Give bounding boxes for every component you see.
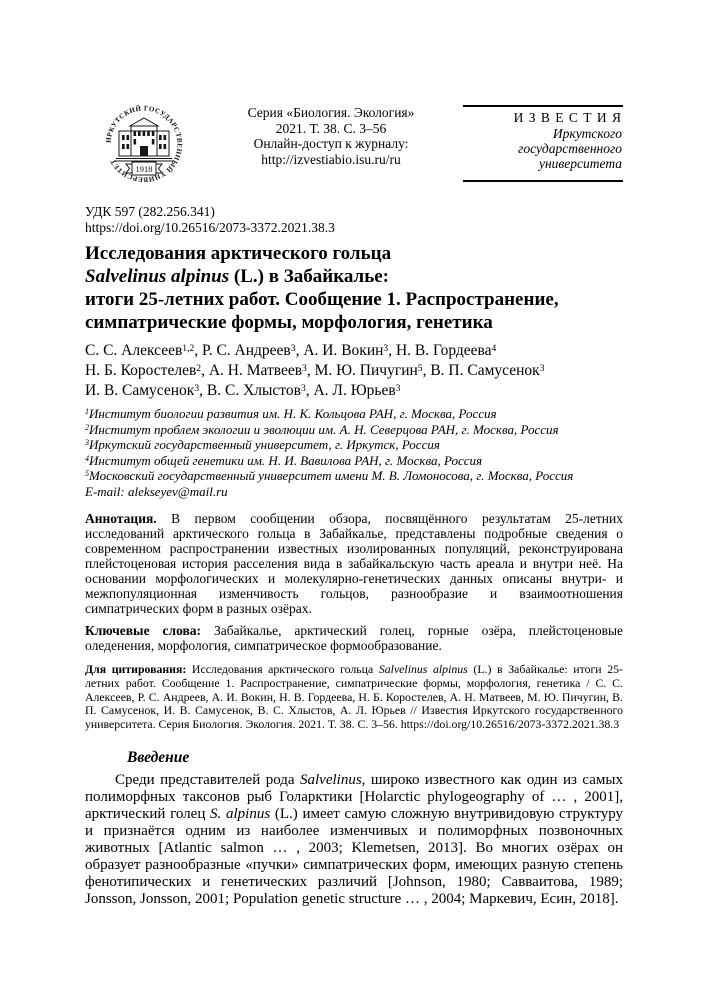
affiliations-block — [85, 406, 623, 499]
izvestia-subtitle-2: государственного — [518, 141, 622, 156]
izvestia-title: И З В Е С Т И Я — [513, 110, 622, 125]
izvestia-subtitle-3: университета — [538, 156, 622, 171]
citation-paragraph: Для цитирования: Исследования арктического гольца Salvelinus alpinus (L.) в Забайкалье: итоги 25-летних работ. Сообщение 1. Распространение, симпатрические формы, морфология, генетика / С. С. Алексеев, Р. С. Андреев, А. И. Вокин, Н. В. Гордеева, Н. Б. Коростелев, А. Н. Матвеев, М. Ю. Пичугин, В. П. Самусенок, И. В. Самусенок, В. С. Хлыстов, А. Л. Юрьев // Известия Иркутского государственного университета. Серия Биология. Экология. 2021. Т. 38. С. 3–56. https://doi.org/10.26516/2073-3372.2021.38.3 — [85, 662, 623, 732]
email-line[interactable]: E-mail: alekseyev@mail.ru — [85, 483, 228, 499]
volume-pages: 2021. Т. 38. С. 3–56 — [275, 120, 387, 136]
article-title-line-2: Salvelinus alpinus (L.) в Забайкалье: — [85, 266, 389, 287]
authors-line-1: С. С. Алексеев$^{1,2}$, Р. С. Андреев$^3$, А. И. Вокин$^3$, Н. В. Гордеева$^4$ — [85, 342, 497, 359]
introduction-heading: Введение — [127, 748, 190, 766]
affiliation-1: $^1$Институт биологии развития им. Н. К. Кольцова РАН, г. Москва, Россия — [85, 406, 497, 421]
izvestia-subtitle-1: Иркутского — [552, 126, 622, 141]
svg-text:1918: 1918 — [135, 164, 153, 174]
introduction-paragraph: Среди представителей рода Salvelinus, широко известного как один из самых полиморфных таксонов рыб Голарктики [Holarctic phylogeography of … , 2001], арктический голец S. alpinus (L.) имеет самую сложную внутривидовую структуру и признаётся одним из наиболее изменчивых и полиморфных позвоночных животных [Atlantic salmon … , 2003; Klemetsen, 2013]. Во многих озёрах он образует разнообразные «пучки» симпатрических форм, имеющих разную степень фенотипических и генетических различий [Johnson, 1980; Савваитова, 1989; Jonsson, Jonsson, 2001; Population genetic structure … , 2004; Маркевич, Есин, 2018]. — [85, 771, 623, 907]
journal-header — [85, 98, 623, 192]
affiliation-5: $^5$Московский государственный университет имени М. В. Ломоносова, г. Москва, Россия — [85, 468, 574, 483]
series-name: Серия «Биология. Экология» — [247, 105, 415, 120]
article-title-line-4: симпатрические формы, морфология, генетика — [85, 312, 493, 333]
izvestia-masthead — [463, 105, 623, 182]
authors-block — [85, 341, 623, 401]
university-seal-icon — [86, 98, 204, 190]
udk-code: УДК 597 (282.256.341) — [85, 204, 215, 219]
authors-line-3: И. В. Самусенок$^3$, В. С. Хлыстов$^3$, А. Л. Юрьев$^3$ — [85, 382, 401, 399]
doi-link[interactable]: https://doi.org/10.26516/2073-3372.2021.38.3 — [85, 220, 335, 235]
series-info — [207, 105, 455, 167]
article-title-line-1: Исследования арктического гольца — [85, 243, 392, 264]
svg-text:ИРКУТСКИЙ ГОСУДАРСТВЕННЫЙ УНИВ: ИРКУТСКИЙ ГОСУДАРСТВЕННЫЙ УНИВЕРСИТЕТ — [104, 104, 184, 184]
abstract-paragraph: Аннотация. В первом сообщении обзора, посвящённого результатам 25-летних исследований арктического гольца в Забайкалье, представлены подробные сведения о современном распространении известных изолированных популяций, реконструирована плейстоценовая история расселения вида в забайкальскую часть ареала и внутри неё. На основании морфологических и молекулярно-генетических данных описаны внутри- и межпопуляционная изменчивость гольцов, разнообразие и взаимоотношения симпатрических форм в разных озёрах. — [85, 511, 623, 616]
keywords-paragraph: Ключевые слова: Забайкалье, арктический голец, горные озёра, плейстоценовые оледенения, морфология, симпатрическое формообразование. — [85, 623, 624, 653]
affiliation-4: $^4$Институт общей генетики им. Н. И. Вавилова РАН, г. Москва, Россия — [85, 452, 483, 468]
udk-doi-block — [85, 204, 623, 236]
article-title-line-3: итоги 25-летних работ. Сообщение 1. Распространение, — [85, 289, 559, 310]
journal-url-link[interactable]: http://izvestiabio.isu.ru/ru — [261, 151, 401, 167]
online-access-label: Онлайн-доступ к журналу: — [253, 136, 409, 151]
affiliation-2: $^2$Институт проблем экологии и эволюции им. А. Н. Северцова РАН, г. Москва, Россия — [85, 421, 559, 437]
article-title — [85, 242, 623, 334]
affiliation-3: $^3$Иркутский государственный университет, г. Иркутск, Россия — [85, 437, 440, 452]
authors-line-2: Н. Б. Коростелев$^2$, А. Н. Матвеев$^3$, М. Ю. Пичугин$^5$, В. П. Самусенок$^3$ — [85, 362, 545, 379]
university-seal-logo — [86, 98, 204, 190]
